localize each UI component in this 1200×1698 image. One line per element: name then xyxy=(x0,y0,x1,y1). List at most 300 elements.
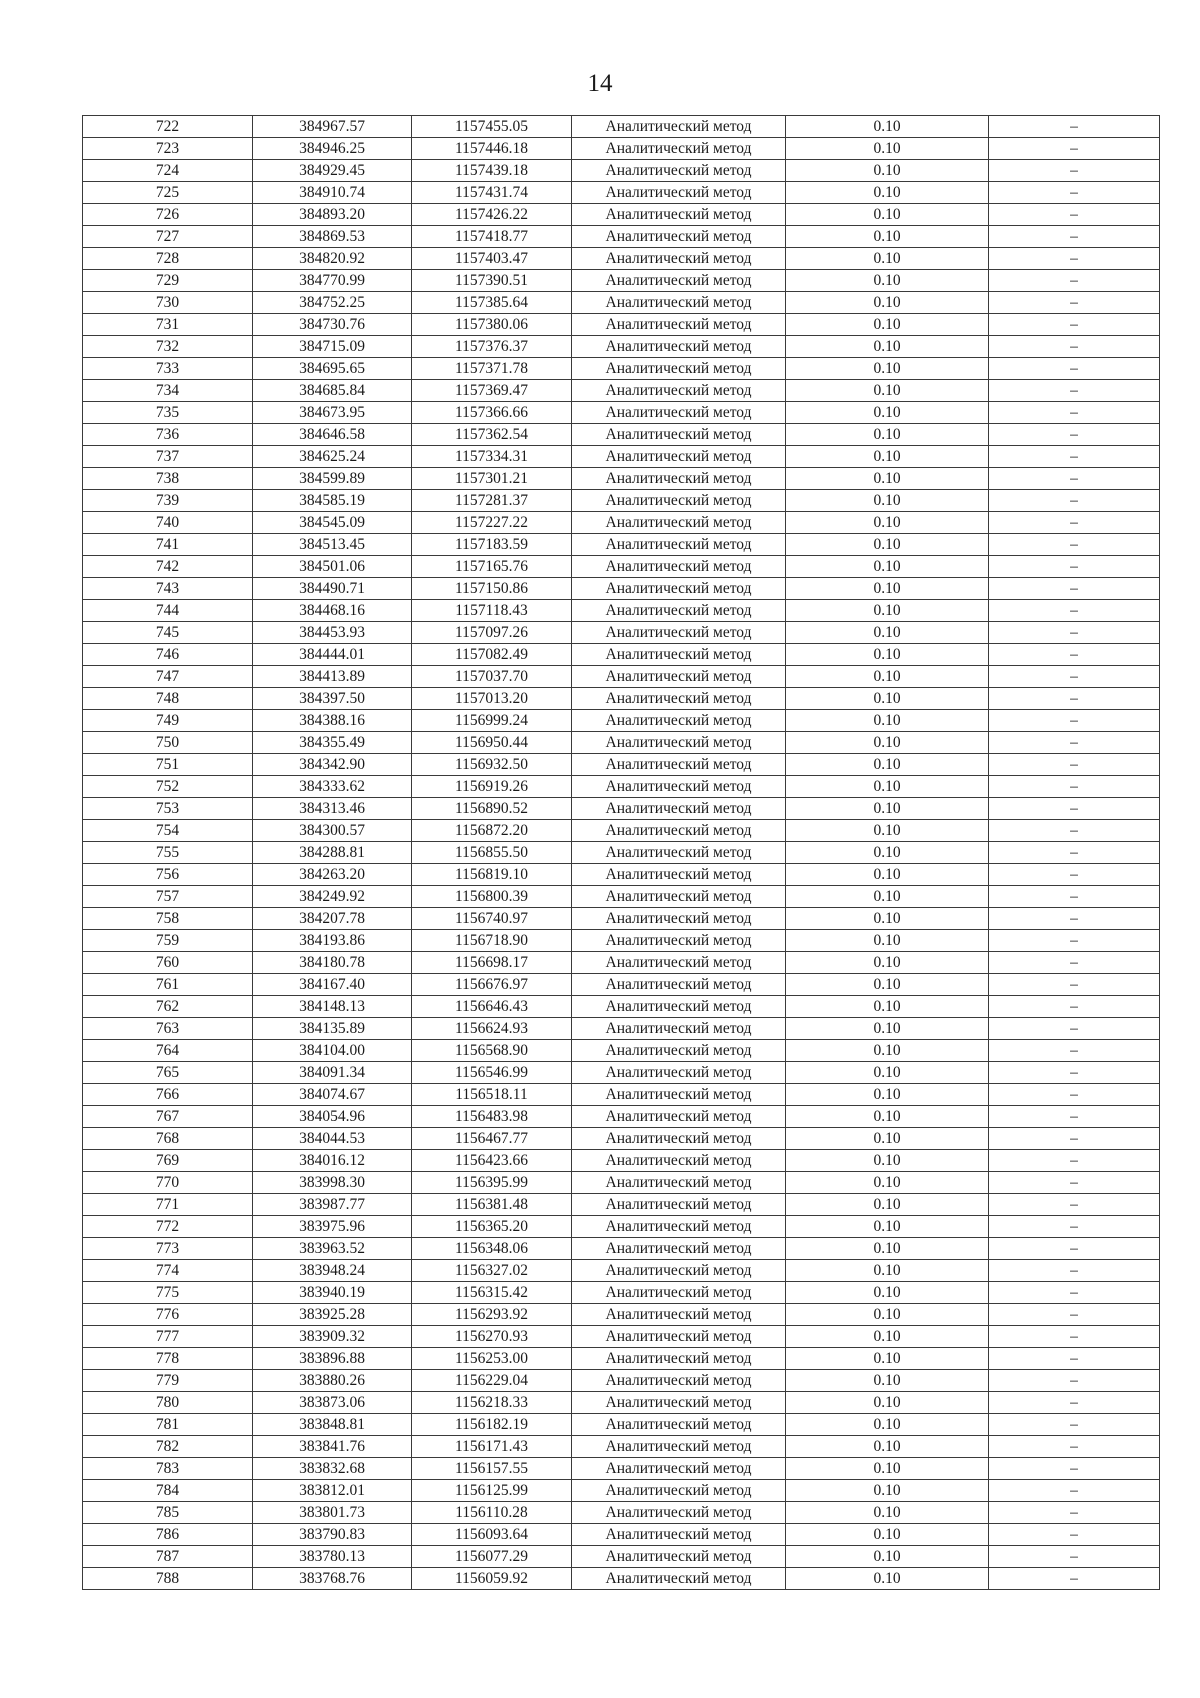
description-cell: – xyxy=(989,952,1160,974)
y-coordinate-cell: 1156348.06 xyxy=(412,1238,572,1260)
y-coordinate-cell: 1157362.54 xyxy=(412,424,572,446)
y-coordinate-cell: 1157281.37 xyxy=(412,490,572,512)
point-number-cell: 741 xyxy=(83,534,253,556)
x-coordinate-cell: 383909.32 xyxy=(253,1326,412,1348)
table-row xyxy=(83,1128,1160,1150)
point-number-cell: 774 xyxy=(83,1260,253,1282)
method-cell: Аналитический метод xyxy=(572,1458,786,1480)
point-number-cell: 776 xyxy=(83,1304,253,1326)
method-cell: Аналитический метод xyxy=(572,754,786,776)
y-coordinate-cell: 1156182.19 xyxy=(412,1414,572,1436)
y-coordinate-cell: 1157369.47 xyxy=(412,380,572,402)
method-cell: Аналитический метод xyxy=(572,1546,786,1568)
x-coordinate-cell: 384207.78 xyxy=(253,908,412,930)
method-cell: Аналитический метод xyxy=(572,402,786,424)
accuracy-cell: 0.10 xyxy=(786,292,989,314)
accuracy-cell: 0.10 xyxy=(786,820,989,842)
point-number-cell: 760 xyxy=(83,952,253,974)
accuracy-cell: 0.10 xyxy=(786,1502,989,1524)
method-cell: Аналитический метод xyxy=(572,1172,786,1194)
y-coordinate-cell: 1156327.02 xyxy=(412,1260,572,1282)
method-cell: Аналитический метод xyxy=(572,490,786,512)
x-coordinate-cell: 384167.40 xyxy=(253,974,412,996)
x-coordinate-cell: 384490.71 xyxy=(253,578,412,600)
accuracy-cell: 0.10 xyxy=(786,1282,989,1304)
table-row xyxy=(83,424,1160,446)
point-number-cell: 729 xyxy=(83,270,253,292)
description-cell: – xyxy=(989,138,1160,160)
table-row xyxy=(83,182,1160,204)
y-coordinate-cell: 1156467.77 xyxy=(412,1128,572,1150)
y-coordinate-cell: 1156932.50 xyxy=(412,754,572,776)
y-coordinate-cell: 1156855.50 xyxy=(412,842,572,864)
point-number-cell: 755 xyxy=(83,842,253,864)
accuracy-cell: 0.10 xyxy=(786,644,989,666)
y-coordinate-cell: 1156125.99 xyxy=(412,1480,572,1502)
description-cell: – xyxy=(989,1282,1160,1304)
point-number-cell: 726 xyxy=(83,204,253,226)
description-cell: – xyxy=(989,798,1160,820)
description-cell: – xyxy=(989,380,1160,402)
y-coordinate-cell: 1156624.93 xyxy=(412,1018,572,1040)
accuracy-cell: 0.10 xyxy=(786,1414,989,1436)
accuracy-cell: 0.10 xyxy=(786,710,989,732)
point-number-cell: 748 xyxy=(83,688,253,710)
y-coordinate-cell: 1157380.06 xyxy=(412,314,572,336)
accuracy-cell: 0.10 xyxy=(786,600,989,622)
method-cell: Аналитический метод xyxy=(572,1194,786,1216)
x-coordinate-cell: 384946.25 xyxy=(253,138,412,160)
y-coordinate-cell: 1157455.05 xyxy=(412,116,572,138)
method-cell: Аналитический метод xyxy=(572,1062,786,1084)
method-cell: Аналитический метод xyxy=(572,270,786,292)
method-cell: Аналитический метод xyxy=(572,820,786,842)
x-coordinate-cell: 384054.96 xyxy=(253,1106,412,1128)
description-cell: – xyxy=(989,732,1160,754)
x-coordinate-cell: 384333.62 xyxy=(253,776,412,798)
accuracy-cell: 0.10 xyxy=(786,182,989,204)
description-cell: – xyxy=(989,1414,1160,1436)
description-cell: – xyxy=(989,490,1160,512)
y-coordinate-cell: 1156872.20 xyxy=(412,820,572,842)
y-coordinate-cell: 1157390.51 xyxy=(412,270,572,292)
table-row xyxy=(83,1194,1160,1216)
y-coordinate-cell: 1156395.99 xyxy=(412,1172,572,1194)
accuracy-cell: 0.10 xyxy=(786,226,989,248)
table-row xyxy=(83,1304,1160,1326)
method-cell: Аналитический метод xyxy=(572,1040,786,1062)
point-number-cell: 772 xyxy=(83,1216,253,1238)
description-cell: – xyxy=(989,1018,1160,1040)
x-coordinate-cell: 384625.24 xyxy=(253,446,412,468)
x-coordinate-cell: 384249.92 xyxy=(253,886,412,908)
table-row xyxy=(83,534,1160,556)
point-number-cell: 724 xyxy=(83,160,253,182)
y-coordinate-cell: 1156950.44 xyxy=(412,732,572,754)
method-cell: Аналитический метод xyxy=(572,1348,786,1370)
description-cell: – xyxy=(989,160,1160,182)
accuracy-cell: 0.10 xyxy=(786,556,989,578)
x-coordinate-cell: 384910.74 xyxy=(253,182,412,204)
accuracy-cell: 0.10 xyxy=(786,952,989,974)
y-coordinate-cell: 1157118.43 xyxy=(412,600,572,622)
table-row xyxy=(83,314,1160,336)
x-coordinate-cell: 383940.19 xyxy=(253,1282,412,1304)
point-number-cell: 783 xyxy=(83,1458,253,1480)
description-cell: – xyxy=(989,534,1160,556)
y-coordinate-cell: 1156800.39 xyxy=(412,886,572,908)
x-coordinate-cell: 383873.06 xyxy=(253,1392,412,1414)
point-number-cell: 738 xyxy=(83,468,253,490)
description-cell: – xyxy=(989,446,1160,468)
description-cell: – xyxy=(989,556,1160,578)
method-cell: Аналитический метод xyxy=(572,1304,786,1326)
x-coordinate-cell: 384193.86 xyxy=(253,930,412,952)
accuracy-cell: 0.10 xyxy=(786,424,989,446)
method-cell: Аналитический метод xyxy=(572,512,786,534)
table-row xyxy=(83,974,1160,996)
coordinates-table-body xyxy=(83,116,1160,1590)
x-coordinate-cell: 383812.01 xyxy=(253,1480,412,1502)
accuracy-cell: 0.10 xyxy=(786,1128,989,1150)
description-cell: – xyxy=(989,1326,1160,1348)
method-cell: Аналитический метод xyxy=(572,358,786,380)
table-row xyxy=(83,1436,1160,1458)
x-coordinate-cell: 384413.89 xyxy=(253,666,412,688)
description-cell: – xyxy=(989,1040,1160,1062)
point-number-cell: 770 xyxy=(83,1172,253,1194)
description-cell: – xyxy=(989,974,1160,996)
description-cell: – xyxy=(989,600,1160,622)
x-coordinate-cell: 384599.89 xyxy=(253,468,412,490)
point-number-cell: 727 xyxy=(83,226,253,248)
y-coordinate-cell: 1156423.66 xyxy=(412,1150,572,1172)
y-coordinate-cell: 1157431.74 xyxy=(412,182,572,204)
table-row xyxy=(83,732,1160,754)
y-coordinate-cell: 1157426.22 xyxy=(412,204,572,226)
x-coordinate-cell: 384074.67 xyxy=(253,1084,412,1106)
point-number-cell: 786 xyxy=(83,1524,253,1546)
point-number-cell: 723 xyxy=(83,138,253,160)
description-cell: – xyxy=(989,1502,1160,1524)
description-cell: – xyxy=(989,204,1160,226)
accuracy-cell: 0.10 xyxy=(786,1238,989,1260)
x-coordinate-cell: 384313.46 xyxy=(253,798,412,820)
y-coordinate-cell: 1157183.59 xyxy=(412,534,572,556)
x-coordinate-cell: 383998.30 xyxy=(253,1172,412,1194)
x-coordinate-cell: 383880.26 xyxy=(253,1370,412,1392)
y-coordinate-cell: 1156381.48 xyxy=(412,1194,572,1216)
x-coordinate-cell: 384342.90 xyxy=(253,754,412,776)
method-cell: Аналитический метод xyxy=(572,732,786,754)
y-coordinate-cell: 1156110.28 xyxy=(412,1502,572,1524)
description-cell: – xyxy=(989,424,1160,446)
method-cell: Аналитический метод xyxy=(572,1524,786,1546)
point-number-cell: 773 xyxy=(83,1238,253,1260)
x-coordinate-cell: 383801.73 xyxy=(253,1502,412,1524)
table-row xyxy=(83,138,1160,160)
method-cell: Аналитический метод xyxy=(572,314,786,336)
description-cell: – xyxy=(989,1568,1160,1590)
table-row xyxy=(83,622,1160,644)
x-coordinate-cell: 384673.95 xyxy=(253,402,412,424)
table-row xyxy=(83,1348,1160,1370)
description-cell: – xyxy=(989,1392,1160,1414)
description-cell: – xyxy=(989,336,1160,358)
y-coordinate-cell: 1156646.43 xyxy=(412,996,572,1018)
x-coordinate-cell: 384513.45 xyxy=(253,534,412,556)
description-cell: – xyxy=(989,182,1160,204)
description-cell: – xyxy=(989,270,1160,292)
description-cell: – xyxy=(989,1370,1160,1392)
x-coordinate-cell: 384300.57 xyxy=(253,820,412,842)
accuracy-cell: 0.10 xyxy=(786,402,989,424)
x-coordinate-cell: 384646.58 xyxy=(253,424,412,446)
method-cell: Аналитический метод xyxy=(572,688,786,710)
table-row xyxy=(83,710,1160,732)
accuracy-cell: 0.10 xyxy=(786,776,989,798)
coordinates-table xyxy=(82,115,1160,1590)
table-row xyxy=(83,1458,1160,1480)
y-coordinate-cell: 1156546.99 xyxy=(412,1062,572,1084)
x-coordinate-cell: 384091.34 xyxy=(253,1062,412,1084)
x-coordinate-cell: 383896.88 xyxy=(253,1348,412,1370)
x-coordinate-cell: 383948.24 xyxy=(253,1260,412,1282)
method-cell: Аналитический метод xyxy=(572,776,786,798)
table-row xyxy=(83,952,1160,974)
y-coordinate-cell: 1157439.18 xyxy=(412,160,572,182)
accuracy-cell: 0.10 xyxy=(786,974,989,996)
method-cell: Аналитический метод xyxy=(572,864,786,886)
x-coordinate-cell: 384263.20 xyxy=(253,864,412,886)
y-coordinate-cell: 1156218.33 xyxy=(412,1392,572,1414)
description-cell: – xyxy=(989,754,1160,776)
table-row xyxy=(83,468,1160,490)
accuracy-cell: 0.10 xyxy=(786,1480,989,1502)
x-coordinate-cell: 383780.13 xyxy=(253,1546,412,1568)
accuracy-cell: 0.10 xyxy=(786,1546,989,1568)
x-coordinate-cell: 383925.28 xyxy=(253,1304,412,1326)
y-coordinate-cell: 1156365.20 xyxy=(412,1216,572,1238)
method-cell: Аналитический метод xyxy=(572,138,786,160)
point-number-cell: 766 xyxy=(83,1084,253,1106)
y-coordinate-cell: 1156919.26 xyxy=(412,776,572,798)
description-cell: – xyxy=(989,1150,1160,1172)
y-coordinate-cell: 1156698.17 xyxy=(412,952,572,974)
point-number-cell: 754 xyxy=(83,820,253,842)
x-coordinate-cell: 384752.25 xyxy=(253,292,412,314)
table-row xyxy=(83,1106,1160,1128)
y-coordinate-cell: 1156819.10 xyxy=(412,864,572,886)
accuracy-cell: 0.10 xyxy=(786,1348,989,1370)
accuracy-cell: 0.10 xyxy=(786,1458,989,1480)
x-coordinate-cell: 383841.76 xyxy=(253,1436,412,1458)
method-cell: Аналитический метод xyxy=(572,182,786,204)
point-number-cell: 745 xyxy=(83,622,253,644)
table-row xyxy=(83,1414,1160,1436)
description-cell: – xyxy=(989,930,1160,952)
x-coordinate-cell: 383790.83 xyxy=(253,1524,412,1546)
table-row xyxy=(83,1260,1160,1282)
point-number-cell: 767 xyxy=(83,1106,253,1128)
y-coordinate-cell: 1157082.49 xyxy=(412,644,572,666)
description-cell: – xyxy=(989,1084,1160,1106)
table-row xyxy=(83,556,1160,578)
description-cell: – xyxy=(989,776,1160,798)
point-number-cell: 761 xyxy=(83,974,253,996)
method-cell: Аналитический метод xyxy=(572,292,786,314)
accuracy-cell: 0.10 xyxy=(786,490,989,512)
description-cell: – xyxy=(989,886,1160,908)
x-coordinate-cell: 384929.45 xyxy=(253,160,412,182)
y-coordinate-cell: 1156999.24 xyxy=(412,710,572,732)
y-coordinate-cell: 1157376.37 xyxy=(412,336,572,358)
x-coordinate-cell: 384695.65 xyxy=(253,358,412,380)
point-number-cell: 762 xyxy=(83,996,253,1018)
accuracy-cell: 0.10 xyxy=(786,1084,989,1106)
description-cell: – xyxy=(989,1524,1160,1546)
table-row xyxy=(83,336,1160,358)
description-cell: – xyxy=(989,1128,1160,1150)
accuracy-cell: 0.10 xyxy=(786,578,989,600)
accuracy-cell: 0.10 xyxy=(786,336,989,358)
point-number-cell: 758 xyxy=(83,908,253,930)
point-number-cell: 782 xyxy=(83,1436,253,1458)
y-coordinate-cell: 1156718.90 xyxy=(412,930,572,952)
y-coordinate-cell: 1156518.11 xyxy=(412,1084,572,1106)
point-number-cell: 778 xyxy=(83,1348,253,1370)
description-cell: – xyxy=(989,314,1160,336)
x-coordinate-cell: 384135.89 xyxy=(253,1018,412,1040)
table-row xyxy=(83,1150,1160,1172)
accuracy-cell: 0.10 xyxy=(786,886,989,908)
description-cell: – xyxy=(989,1260,1160,1282)
accuracy-cell: 0.10 xyxy=(786,1194,989,1216)
table-row xyxy=(83,1546,1160,1568)
table-row xyxy=(83,864,1160,886)
y-coordinate-cell: 1157301.21 xyxy=(412,468,572,490)
x-coordinate-cell: 384180.78 xyxy=(253,952,412,974)
y-coordinate-cell: 1157227.22 xyxy=(412,512,572,534)
y-coordinate-cell: 1157371.78 xyxy=(412,358,572,380)
description-cell: – xyxy=(989,644,1160,666)
point-number-cell: 757 xyxy=(83,886,253,908)
accuracy-cell: 0.10 xyxy=(786,1150,989,1172)
y-coordinate-cell: 1156293.92 xyxy=(412,1304,572,1326)
description-cell: – xyxy=(989,864,1160,886)
table-row xyxy=(83,666,1160,688)
method-cell: Аналитический метод xyxy=(572,1018,786,1040)
point-number-cell: 769 xyxy=(83,1150,253,1172)
x-coordinate-cell: 384388.16 xyxy=(253,710,412,732)
x-coordinate-cell: 384770.99 xyxy=(253,270,412,292)
table-row xyxy=(83,446,1160,468)
point-number-cell: 756 xyxy=(83,864,253,886)
x-coordinate-cell: 384730.76 xyxy=(253,314,412,336)
y-coordinate-cell: 1157037.70 xyxy=(412,666,572,688)
description-cell: – xyxy=(989,226,1160,248)
accuracy-cell: 0.10 xyxy=(786,996,989,1018)
description-cell: – xyxy=(989,1546,1160,1568)
x-coordinate-cell: 383975.96 xyxy=(253,1216,412,1238)
method-cell: Аналитический метод xyxy=(572,556,786,578)
accuracy-cell: 0.10 xyxy=(786,754,989,776)
table-row xyxy=(83,600,1160,622)
accuracy-cell: 0.10 xyxy=(786,1304,989,1326)
x-coordinate-cell: 384397.50 xyxy=(253,688,412,710)
point-number-cell: 744 xyxy=(83,600,253,622)
table-row xyxy=(83,402,1160,424)
description-cell: – xyxy=(989,710,1160,732)
description-cell: – xyxy=(989,996,1160,1018)
accuracy-cell: 0.10 xyxy=(786,688,989,710)
point-number-cell: 737 xyxy=(83,446,253,468)
point-number-cell: 742 xyxy=(83,556,253,578)
table-row xyxy=(83,1326,1160,1348)
accuracy-cell: 0.10 xyxy=(786,1040,989,1062)
point-number-cell: 763 xyxy=(83,1018,253,1040)
point-number-cell: 768 xyxy=(83,1128,253,1150)
method-cell: Аналитический метод xyxy=(572,622,786,644)
method-cell: Аналитический метод xyxy=(572,710,786,732)
accuracy-cell: 0.10 xyxy=(786,1568,989,1590)
point-number-cell: 733 xyxy=(83,358,253,380)
point-number-cell: 771 xyxy=(83,1194,253,1216)
y-coordinate-cell: 1156093.64 xyxy=(412,1524,572,1546)
table-row xyxy=(83,358,1160,380)
table-row xyxy=(83,1172,1160,1194)
method-cell: Аналитический метод xyxy=(572,578,786,600)
description-cell: – xyxy=(989,1458,1160,1480)
x-coordinate-cell: 383848.81 xyxy=(253,1414,412,1436)
accuracy-cell: 0.10 xyxy=(786,1106,989,1128)
method-cell: Аналитический метод xyxy=(572,1150,786,1172)
description-cell: – xyxy=(989,820,1160,842)
method-cell: Аналитический метод xyxy=(572,1282,786,1304)
table-row xyxy=(83,1040,1160,1062)
accuracy-cell: 0.10 xyxy=(786,1260,989,1282)
page-number: 14 xyxy=(587,70,613,97)
accuracy-cell: 0.10 xyxy=(786,160,989,182)
point-number-cell: 731 xyxy=(83,314,253,336)
description-cell: – xyxy=(989,116,1160,138)
method-cell: Аналитический метод xyxy=(572,534,786,556)
table-row xyxy=(83,1524,1160,1546)
x-coordinate-cell: 384869.53 xyxy=(253,226,412,248)
accuracy-cell: 0.10 xyxy=(786,666,989,688)
description-cell: – xyxy=(989,402,1160,424)
point-number-cell: 752 xyxy=(83,776,253,798)
x-coordinate-cell: 383963.52 xyxy=(253,1238,412,1260)
point-number-cell: 785 xyxy=(83,1502,253,1524)
x-coordinate-cell: 383987.77 xyxy=(253,1194,412,1216)
description-cell: – xyxy=(989,578,1160,600)
y-coordinate-cell: 1156270.93 xyxy=(412,1326,572,1348)
point-number-cell: 784 xyxy=(83,1480,253,1502)
description-cell: – xyxy=(989,1106,1160,1128)
description-cell: – xyxy=(989,1062,1160,1084)
x-coordinate-cell: 384104.00 xyxy=(253,1040,412,1062)
point-number-cell: 734 xyxy=(83,380,253,402)
table-row xyxy=(83,798,1160,820)
accuracy-cell: 0.10 xyxy=(786,1436,989,1458)
description-cell: – xyxy=(989,1216,1160,1238)
x-coordinate-cell: 383768.76 xyxy=(253,1568,412,1590)
y-coordinate-cell: 1156059.92 xyxy=(412,1568,572,1590)
y-coordinate-cell: 1156171.43 xyxy=(412,1436,572,1458)
point-number-cell: 749 xyxy=(83,710,253,732)
point-number-cell: 739 xyxy=(83,490,253,512)
